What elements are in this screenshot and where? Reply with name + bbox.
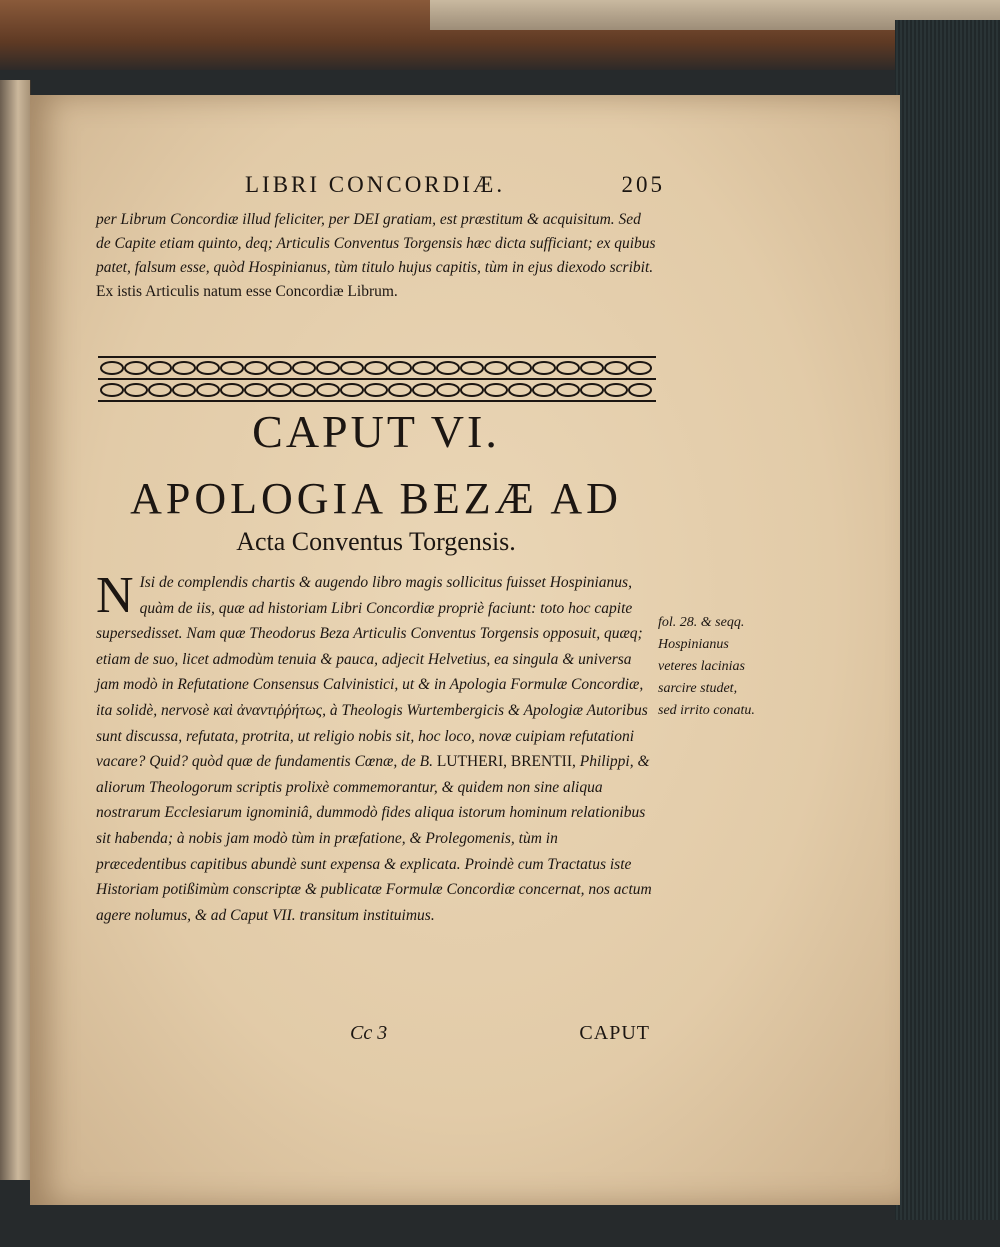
catchword: CAPUT bbox=[579, 1022, 650, 1044]
chapter-subtitle-line2: Acta Conventus Torgensis. bbox=[236, 527, 516, 556]
chapter-subtitle: APOLOGIA BEZÆ AD bbox=[130, 474, 622, 523]
intro-roman-text: Ex istis Articulis natum esse Concordiæ Librum. bbox=[96, 283, 398, 300]
drop-cap: N bbox=[96, 567, 134, 624]
body-name-roman: LUTHERI, BRENTII, bbox=[436, 753, 576, 771]
ornamental-border bbox=[98, 355, 656, 403]
running-title: LIBRI CONCORDIÆ. bbox=[245, 172, 506, 197]
left-page-edge bbox=[0, 80, 31, 1180]
body-text-part2: Philippi, & aliorum Theologorum scriptis prolixè commemorantur, & quidem non sine aliqua nostrarum Ecclesiarum ignominiâ, dummodò fides aliqua istorum hominum relationibus sit habenda; à nobis jam modò tùm in præfatione, & Prolegomenis, tùm in præcedentibus capitibus abundè sunt expensa & explicata. Proindè cum Tractatus iste Historiam potißimùm conscriptæ & publicatæ Formulæ Concordiæ concernat, nos actum agere nolumus, & ad Caput VII. transitum instituimus. bbox=[96, 753, 652, 924]
page-number: 205 bbox=[621, 172, 665, 197]
page-footer bbox=[350, 1022, 650, 1048]
signature-mark: Cc 3 bbox=[350, 1022, 388, 1044]
running-head bbox=[245, 172, 665, 202]
intro-paragraph bbox=[96, 208, 656, 304]
chapter-title: CAPUT VI. bbox=[252, 406, 500, 457]
body-text-part1: Isi de complendis chartis & augendo libro magis sollicitus fuisset Hospinianus, quàm de iis, quæ ad historiam Libri Concordiæ propriè faciunt: toto hoc capite supersedisset. Nam quæ Theodorus Beza Articulis Conventus Torgensis opposuit, quæq; etiam de suo, licet admodùm tenuia & pauca, adjecit Helvetius, ea singula & universa jam modò in Refutatione Consensus Calvinistici, ut & in Apologia Formulæ Concordiæ, ita solidè, nervosè καὶ ἀναντιῤῥήτως, à Theologis Wurtembergicis & Apologiæ Autoribus sunt discussa, refutata, protrita, ut religio nobis sit, hoc loco, novæ cuipiam refutationi vacare? Quid? quòd quæ de fundamentis Cœnæ, de B. bbox=[96, 574, 648, 771]
page-block-edge bbox=[895, 20, 1000, 1220]
marginal-note: fol. 28. & seqq. Hospinianus veteres lacinias sarcire studet, sed irrito conatu. bbox=[658, 615, 755, 718]
intro-italic-text: per Librum Concordiæ illud feliciter, per DEI gratiam, est præstitum & acquisitum. Sed de Capite etiam quinto, deq; Articulis Conventus Torgensis hæc dicta sufficiant; ex quibus patet, falsum esse, quòd Hospinianus, tùm titulo hujus capitis, tùm in ejus diexodo scribit. bbox=[96, 211, 656, 276]
body-paragraph bbox=[96, 567, 652, 928]
